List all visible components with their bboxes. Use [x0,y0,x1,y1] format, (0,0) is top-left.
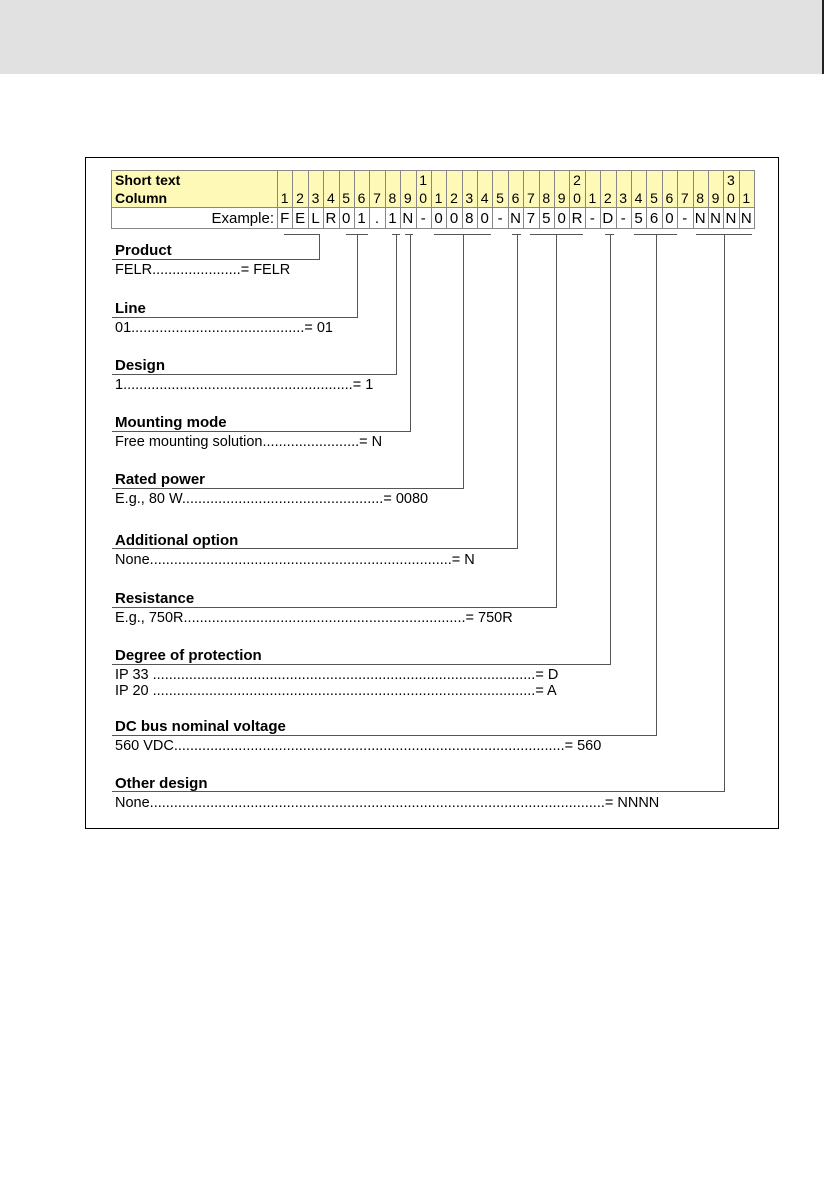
example-char: 0 [557,210,566,227]
section-title-dc-bus-voltage: DC bus nominal voltage [115,718,286,735]
leader-option-v [517,234,518,549]
example-char: - [620,210,626,227]
leader-voltage-v [656,234,657,736]
code-underline-mounting [405,234,413,235]
leader-product-h [112,259,320,260]
section-row-mounting-mode: Free mounting solution........................= N [115,434,383,450]
page-header-band [0,0,822,74]
column-units-digit: 9 [557,190,566,206]
leader-mounting-v [410,234,411,432]
example-char: R [325,210,337,227]
short-text-label: Short text [115,172,181,188]
example-char: N [710,210,721,227]
example-char: F [280,210,290,227]
example-char: 0 [665,210,674,227]
example-char: E [295,210,306,227]
section-row-design: 1.........................................................= 1 [115,377,374,393]
section-title-line: Line [115,300,146,317]
section-title-resistance: Resistance [115,590,195,607]
example-char: N [402,210,414,227]
leader-design-h [112,374,397,375]
column-units-digit: 2 [450,190,458,206]
column-label: Column [115,190,168,206]
column-tens-digit: 1 [419,172,428,188]
column-units-digit: 7 [526,190,535,206]
leader-power-h [112,488,464,489]
column-units-digit: 6 [357,190,366,206]
example-char: 1 [388,210,397,227]
section-row-ip33: IP 33 ...............................................................................................= D [115,667,559,683]
section-row-product: FELR......................= FELR [115,262,291,278]
section-title-design: Design [115,357,166,374]
column-tens-digit: 2 [573,172,581,188]
leader-resistance-h [112,607,557,608]
column-units-digit: 8 [542,190,551,206]
column-units-digit: 4 [326,190,335,206]
section-title-additional-option: Additional option [115,532,239,549]
column-units-digit: 1 [434,190,443,206]
example-char: 0 [449,210,459,227]
example-char: - [682,210,688,227]
column-units-digit: 4 [480,190,489,206]
section-row-ip20: IP 20 ...............................................................................................= A [115,683,557,699]
column-units-digit: 0 [419,190,428,206]
section-row-additional-option: None...........................................................................= N [115,552,475,568]
column-units-digit: 5 [342,190,351,206]
section-title-rated-power: Rated power [115,471,206,488]
example-char: - [497,210,503,227]
section-row-dc-bus-voltage: 560 VDC.................................................................................................= 560 [115,738,602,754]
column-units-digit: 3 [311,190,320,206]
leader-resistance-v [556,234,557,608]
leader-other-v [724,234,725,792]
example-char: D [602,210,614,227]
section-title-mounting-mode: Mounting mode [115,414,227,431]
code-underline-product [284,234,320,235]
column-units-digit: 9 [403,190,412,206]
example-char: 8 [465,210,474,227]
leader-line-v [357,234,358,318]
column-units-digit: 2 [296,190,304,206]
column-units-digit: 3 [465,190,474,206]
column-units-digit: 5 [650,190,658,206]
column-units-digit: 7 [680,190,689,206]
section-title-degree-of-protection: Degree of protection [115,647,262,664]
example-label: Example: [211,210,274,227]
example-char: 6 [649,210,659,227]
example-char: - [420,210,426,227]
column-units-digit: 0 [573,190,581,206]
column-units-digit: 1 [280,190,289,206]
example-char: 0 [342,210,351,227]
example-char: R [571,210,583,227]
column-units-digit: 1 [742,190,751,206]
column-tens-digit: 3 [726,172,735,188]
example-char: 0 [434,210,443,227]
column-units-digit: 2 [603,190,612,206]
example-char: - [589,210,595,227]
example-char: N [740,210,752,227]
column-units-digit: 5 [496,190,504,206]
leader-product-v [319,234,320,259]
column-units-digit: 8 [388,190,397,206]
column-units-digit: 8 [696,190,705,206]
page-edge-bar [822,0,824,74]
leader-voltage-h [112,735,657,736]
example-char: 0 [480,210,489,227]
section-row-other-design: None.................................................................................................................= NNNN [115,795,660,811]
column-units-digit: 0 [726,190,735,206]
section-row-resistance: E.g., 750R......................................................................= 750R [115,610,513,626]
section-title-product: Product [115,242,172,259]
example-char: N [510,210,521,227]
leader-protection-h [112,664,611,665]
section-row-line: 01...........................................= 01 [115,320,333,336]
leader-power-v [463,234,464,489]
column-units-digit: 4 [634,190,643,206]
column-units-digit: 3 [619,190,628,206]
leader-protection-v [610,234,611,665]
column-units-digit: 6 [665,190,674,206]
leader-mounting-h [112,431,411,432]
column-units-digit: 9 [711,190,720,206]
section-row-rated-power: E.g., 80 W..................................................= 0080 [115,491,429,507]
example-char: N [725,210,737,227]
column-units-digit: 6 [511,190,520,206]
example-char: 5 [542,210,551,227]
example-char: . [374,210,380,227]
example-char: 1 [357,210,366,227]
example-char: 7 [526,210,536,227]
section-title-other-design: Other design [115,775,208,792]
example-char: N [694,210,706,227]
column-units-digit: 7 [373,190,381,206]
example-char: 5 [634,210,643,227]
column-units-digit: 1 [588,190,597,206]
leader-design-v [396,234,397,375]
example-char: L [311,210,320,227]
leader-line-h [112,317,358,318]
